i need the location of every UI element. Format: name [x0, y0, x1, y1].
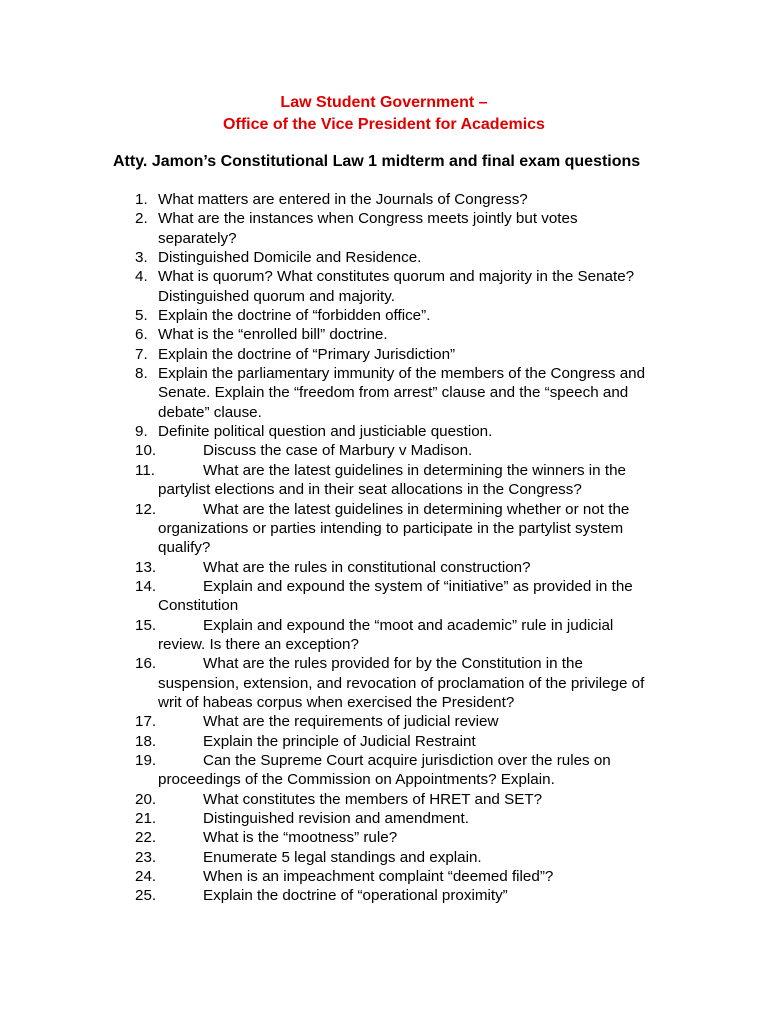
question-item [0, 867, 658, 886]
question-text: Explain the doctrine of “operational proximity” [203, 887, 508, 905]
question-text: Can the Supreme Court acquire jurisdiction over the rules on proceedings of the Commission on Appointments? Explain. [158, 751, 611, 789]
question-number: 22. [135, 829, 157, 847]
question-number: 11. [135, 461, 155, 479]
question-item [0, 848, 658, 867]
question-item [0, 248, 658, 267]
question-text: Explain and expound the system of “initiative” as provided in the Constitution [158, 577, 633, 615]
question-item [0, 325, 658, 344]
question-number: 12. [135, 500, 157, 518]
question-text: Distinguished revision and amendment. [203, 810, 469, 827]
question-item [0, 345, 658, 364]
question-item [0, 190, 658, 209]
question-text: Definite political question and justiciable question. [158, 423, 493, 441]
question-text: What is the “mootness” rule? [203, 829, 398, 847]
question-text: When is an impeachment complaint “deemed filed”? [203, 868, 554, 886]
question-text: Discuss the case of Marbury v Madison. [203, 442, 473, 460]
question-list [0, 190, 768, 906]
question-number: 5. [135, 307, 148, 325]
question-number: 9. [135, 423, 148, 441]
question-number: 23. [135, 848, 157, 866]
question-item [0, 828, 658, 847]
question-item [0, 809, 658, 828]
question-text: Distinguished Domicile and Residence. [158, 249, 422, 267]
question-text: What are the latest guidelines in determining whether or not the organizations or parties intending to participate in the partylist system qualify? [158, 500, 630, 557]
question-item [0, 732, 658, 751]
question-item [0, 461, 658, 500]
question-text: What are the rules in constitutional construction? [203, 558, 531, 576]
question-number: 21. [135, 810, 157, 827]
question-text: What matters are entered in the Journals of Congress? [158, 191, 528, 208]
question-number: 2. [135, 210, 148, 228]
document-header [0, 92, 768, 136]
question-item [0, 306, 658, 325]
question-item [0, 364, 658, 422]
question-item [0, 500, 658, 558]
question-text: Explain the principle of Judicial Restraint [203, 732, 476, 750]
question-item [0, 654, 658, 712]
question-number: 13. [135, 558, 157, 576]
question-number: 20. [135, 790, 157, 808]
question-text: What are the rules provided for by the Constitution in the suspension, extension, and revocation of proclamation of the privilege of writ of habeas corpus when exercised the President? [158, 655, 645, 711]
question-number: 25. [135, 887, 157, 905]
question-text: Explain the doctrine of “Primary Jurisdiction” [158, 345, 456, 363]
question-item [0, 267, 658, 306]
question-item [0, 577, 658, 616]
question-number: 16. [135, 655, 157, 673]
question-number: 17. [135, 713, 157, 731]
question-text: Explain and expound the “moot and academic” rule in judicial review. Is there an exception? [158, 616, 614, 653]
question-text: Explain the parliamentary immunity of the members of the Congress and Senate. Explain the “freedom from arrest” clause and the “speech and debate” clause. [158, 365, 646, 421]
question-text: What are the requirements of judicial review [203, 713, 499, 731]
question-number: 24. [135, 868, 157, 886]
document-subtitle: Atty. Jamon’s Constitutional Law 1 midterm and final exam questions [113, 153, 641, 170]
question-item [0, 751, 658, 790]
question-number: 7. [135, 345, 148, 363]
question-number: 6. [135, 326, 148, 344]
question-number: 1. [135, 191, 148, 208]
question-item [0, 441, 658, 460]
header-line-2: Office of the Vice President for Academics [223, 116, 545, 133]
question-text: What constitutes the members of HRET and SET? [203, 790, 543, 808]
question-number: 10. [135, 442, 157, 460]
question-number: 18. [135, 732, 157, 750]
question-text: What are the latest guidelines in determining the winners in the partylist elections and in their seat allocations in the Congress? [158, 461, 626, 499]
question-text: Explain the doctrine of “forbidden office”. [158, 307, 431, 325]
question-number: 8. [135, 365, 148, 383]
question-item [0, 558, 658, 577]
question-number: 15. [135, 616, 157, 634]
question-number: 4. [135, 268, 148, 286]
question-text: What are the instances when Congress meets jointly but votes separately? [158, 210, 578, 247]
question-item [0, 422, 658, 441]
question-item [0, 886, 658, 905]
question-item [0, 209, 658, 248]
question-number: 3. [135, 249, 148, 267]
question-text: What is the “enrolled bill” doctrine. [158, 326, 388, 344]
question-item [0, 616, 658, 655]
header-line-1: Law Student Government – [280, 94, 488, 111]
question-item [0, 790, 658, 809]
question-item [0, 712, 658, 731]
question-text: What is quorum? What constitutes quorum and majority in the Senate? Distinguished quorum and majority. [158, 268, 635, 305]
question-text: Enumerate 5 legal standings and explain. [203, 848, 482, 866]
question-number: 19. [135, 751, 157, 769]
question-number: 14. [135, 577, 157, 595]
